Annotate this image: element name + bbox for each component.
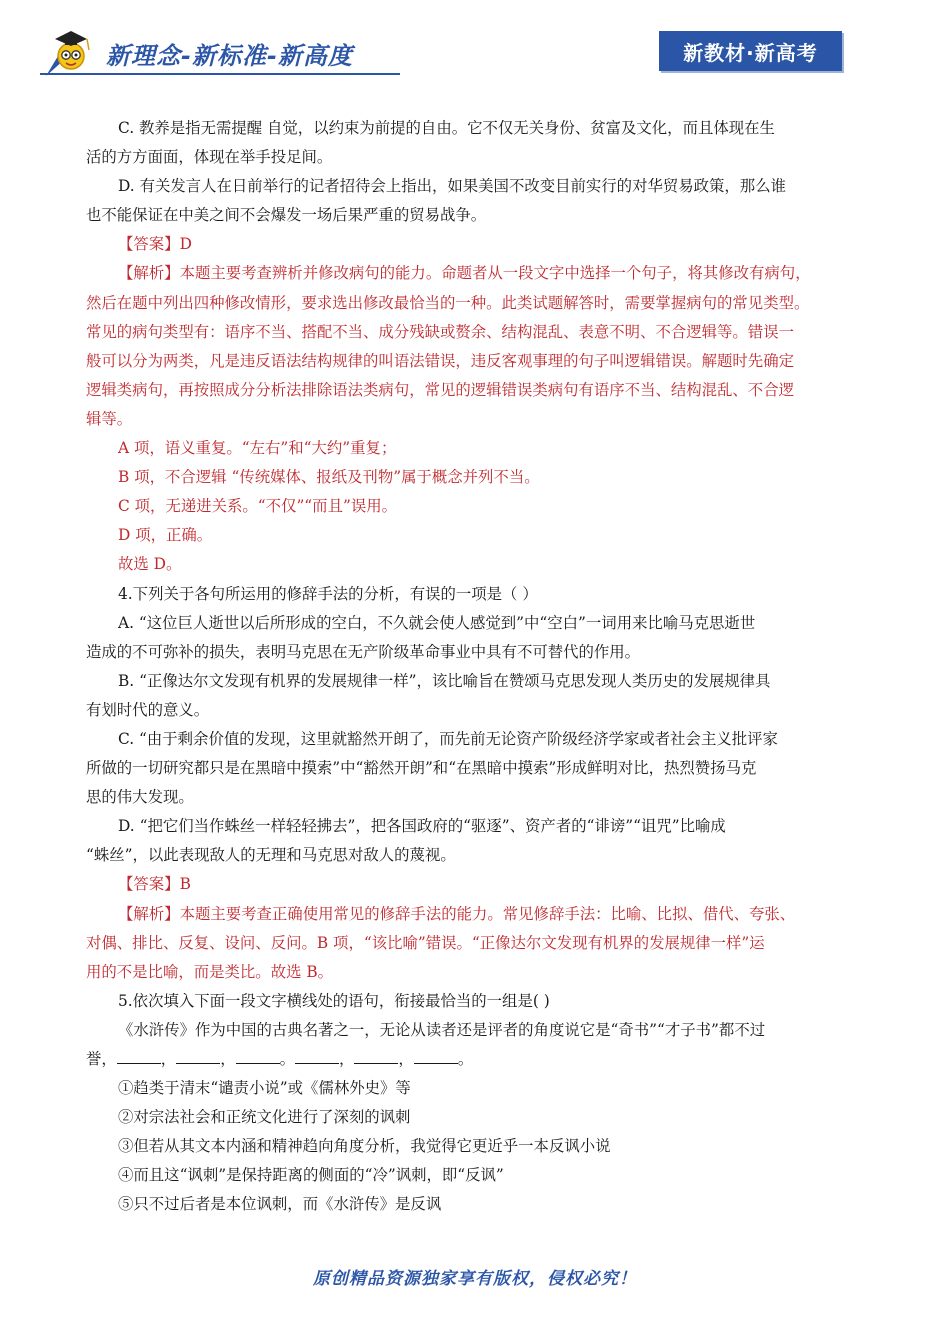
document-body xyxy=(86,114,866,1220)
blank-separator: ， xyxy=(398,1050,414,1068)
option-c-line-1: C. 教养是指无需提醒 自觉，以约束为前提的自由。它不仅无关身份、贫富及文化，而且体现在生 xyxy=(118,119,775,137)
header-rule xyxy=(40,73,400,75)
q4-option-b-line-1: B. “正像达尔文发现有机界的发展规律一样”，该比喻旨在赞颂马克思发现人类历史的发展规律具 xyxy=(118,671,771,690)
analysis-q4-line-2: 对偶、排比、反复、设问、反问。B 项，“该比喻”错误。“正像达尔文发现有机界的发展规律一样”运 xyxy=(86,933,765,952)
q4-option-c-line-3: 思的伟大发现。 xyxy=(86,788,194,807)
option-c-line-2: 活的方方面面，体现在举手投足间。 xyxy=(86,148,333,167)
question-5-stem: 5.依次填入下面一段文字横线处的语句，衔接最恰当的一组是( ) xyxy=(118,991,550,1010)
analysis-q3-line-2: 然后在题中列出四种修改情形，要求选出修改最恰当的一种。此类试题解答时，需要掌握病句的常见类型。 xyxy=(86,293,810,312)
fill-blank xyxy=(414,1049,458,1064)
q5-item-3: ③但若从其文本内涵和精神趋向角度分析，我觉得它更近乎一本反讽小说 xyxy=(118,1137,611,1156)
q5-passage-text: 誉， xyxy=(86,1050,117,1068)
header-badge: 新教材·新高考 xyxy=(659,31,842,71)
blank-separator: 。 xyxy=(457,1050,474,1068)
q4-option-d-line-2: “蛛丝”，以此表现敌人的无理和马克思对敌人的蔑视。 xyxy=(86,846,456,865)
analysis-q4-line-3: 用的不是比喻，而是类比。故选 B。 xyxy=(86,962,334,981)
answer-q3: 【答案】D xyxy=(118,235,192,254)
analysis-q3-line-5: 逻辑类病句，再按照成分分析法排除语法类病句，常见的逻辑错误类病句有语序不当、结构混乱、不合逻 xyxy=(86,380,794,399)
fill-blank xyxy=(176,1049,220,1064)
q5-item-1: ①趋类于清末“谴责小说”或《儒林外史》等 xyxy=(118,1079,411,1098)
analysis-q3-line-3: 常见的病句类型有：语序不当、搭配不当、成分残缺或赘余、结构混乱、表意不明、不合逻辑等。错误一 xyxy=(86,322,794,341)
blank-separator: ， xyxy=(339,1050,355,1068)
q4-option-b-line-2: 有划时代的意义。 xyxy=(86,700,210,719)
blank-separator: ， xyxy=(160,1050,177,1068)
analysis-conclusion: 故选 D。 xyxy=(118,555,182,574)
fill-blank xyxy=(236,1049,280,1064)
q5-item-2: ②对宗法社会和正统文化进行了深刻的讽刺 xyxy=(118,1108,411,1127)
question-4-stem: 4.下列关于各句所运用的修辞手法的分析，有误的一项是（ ） xyxy=(118,584,538,603)
q5-passage-line-1: 《水浒传》作为中国的古典名著之一，无论从读者还是评者的角度说它是“奇书”“才子书”都不过 xyxy=(118,1020,766,1039)
analysis-q3-line-1: 【解析】本题主要考查辨析并修改病句的能力。命题者从一段文字中选择一个句子，将其修改有病句， xyxy=(118,264,811,283)
blank-separator: 。 xyxy=(279,1050,296,1068)
q5-passage-line-2 xyxy=(86,1045,866,1074)
q5-item-4: ④而且这“讽刺”是保持距离的侧面的“冷”讽刺，即“反讽” xyxy=(118,1166,504,1185)
q4-option-a-line-2: 造成的不可弥补的损失，表明马克思在无产阶级革命事业中具有不可替代的作用。 xyxy=(86,642,641,661)
q4-option-c-line-1: C. “由于剩余价值的发现，这里就豁然开朗了，而先前无论资产阶级经济学家或者社会主义批评家 xyxy=(118,729,778,748)
q5-item-5: ⑤只不过后者是本位讽刺，而《水浒传》是反讽 xyxy=(118,1195,442,1214)
page-header xyxy=(0,0,950,100)
analysis-q3-line-4: 般可以分为两类，凡是违反语法结构规律的叫语法错误，违反客观事理的句子叫逻辑错误。解题时先确定 xyxy=(86,351,794,370)
option-d-line-1: D. 有关发言人在日前举行的记者招待会上指出，如果美国不改变目前实行的对华贸易政策，那么谁 xyxy=(118,177,786,196)
copyright-footer: 原创精品资源独家享有版权，侵权必究！ xyxy=(313,1269,637,1289)
option-d-line-2: 也不能保证在中美之间不会爆发一场后果严重的贸易战争。 xyxy=(86,206,487,225)
q4-option-c-line-2: 所做的一切研究都只是在黑暗中摸索”中“豁然开朗”和“在黑暗中摸索”形成鲜明对比，热烈赞扬马克 xyxy=(86,759,757,778)
analysis-q3-line-6: 辑等。 xyxy=(86,409,133,428)
analysis-item-c: C 项，无递进关系。“不仅”“而且”误用。 xyxy=(118,497,398,516)
header-slogan: 新理念-新标准-新高度 xyxy=(106,42,353,70)
q4-option-a-line-1: A. “这位巨人逝世以后所形成的空白，不久就会使人感觉到”中“空白”一词用来比喻马克思逝世 xyxy=(118,613,756,632)
blank-separator: ， xyxy=(220,1050,236,1068)
analysis-q4-line-1: 【解析】本题主要考查正确使用常见的修辞手法的能力。常见修辞手法：比喻、比拟、借代、夸张、 xyxy=(118,904,796,923)
fill-blank xyxy=(295,1049,339,1064)
scholar-mascot-icon xyxy=(44,26,98,78)
analysis-item-d: D 项，正确。 xyxy=(118,526,213,545)
analysis-item-a: A 项，语义重复。“左右”和“大约”重复； xyxy=(118,439,397,458)
q4-option-d-line-1: D. “把它们当作蛛丝一样轻轻拂去”，把各国政府的“驱逐”、资产者的“诽谤”“诅咒”比喻成 xyxy=(118,817,726,836)
fill-blank xyxy=(117,1049,161,1064)
analysis-item-b: B 项，不合逻辑 “传统媒体、报纸及刊物”属于概念并列不当。 xyxy=(118,468,540,487)
fill-blank xyxy=(354,1049,398,1064)
answer-q4: 【答案】B xyxy=(118,875,191,894)
